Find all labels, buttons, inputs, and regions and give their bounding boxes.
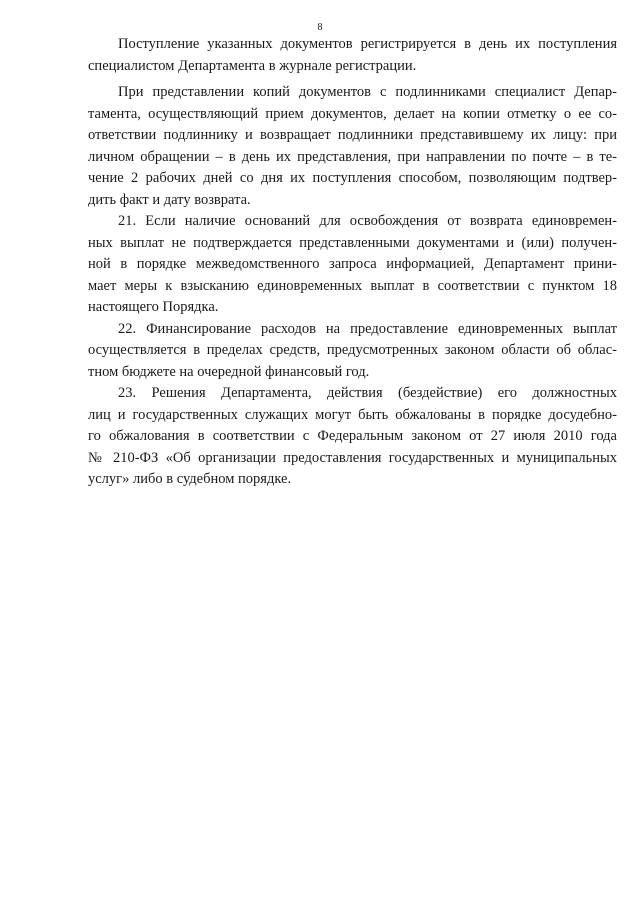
text-line: осуществляется в пределах средств, предусмотренных законом области об облас- <box>88 342 617 358</box>
text-line: мает меры к взысканию единовременных выплат в соответствии с пунктом 18 <box>88 277 617 294</box>
text-line: ных выплат не подтверждается представленными документами и (или) получен- <box>88 234 617 251</box>
text-line: чение 2 рабочих дней со дня их поступления способом, позволяющим подтвер- <box>88 170 617 186</box>
text-line: дить факт и дату возврата. <box>88 191 251 208</box>
paragraph-copies <box>88 82 617 211</box>
text-line: ответствии подлиннику и возвращает подлинники представившему их лицу: при <box>88 127 617 143</box>
paragraph-22 <box>88 319 617 384</box>
text-line: 21. Если наличие оснований для освобождения от возврата единовремен- <box>118 213 617 229</box>
text-line: ной в порядке межведомственного запроса информацией, Департамент прини- <box>88 256 617 272</box>
text-line: 23. Решения Департамента, действия (бездействие) его должностных <box>118 385 617 401</box>
text-line: личном обращении – в день их представления, при направлении по почте – в те- <box>88 148 617 165</box>
text-line: го обжалования в соответствии с Федеральным законом от 27 июля 2010 года <box>88 428 617 444</box>
text-line: лиц и государственных служащих могут быть обжалованы в порядке досудебно- <box>88 406 617 423</box>
text-line: 22. Финансирование расходов на предоставление единовременных выплат <box>118 320 617 337</box>
text-line: специалистом Департамента в журнале регистрации. <box>88 57 417 74</box>
document-body <box>88 34 617 491</box>
text-line: № 210-ФЗ «Об организации предоставления государственных и муниципальных <box>88 449 617 466</box>
text-line: тамента, осуществляющий прием документов, делает на копии отметку о ее со- <box>88 105 617 122</box>
text-line: настоящего Порядка. <box>88 299 219 315</box>
paragraph-21 <box>88 211 617 319</box>
paragraph-registration <box>88 34 617 77</box>
paragraph-23 <box>88 383 617 491</box>
page-number: 8 <box>317 22 323 33</box>
text-line: тном бюджете на очередной финансовый год. <box>88 363 370 380</box>
text-line: Поступление указанных документов регистрируется в день их поступления <box>118 36 617 52</box>
text-line: При представлении копий документов с подлинниками специалист Депар- <box>118 84 617 100</box>
text-line: услуг» либо в судебном порядке. <box>88 471 292 487</box>
